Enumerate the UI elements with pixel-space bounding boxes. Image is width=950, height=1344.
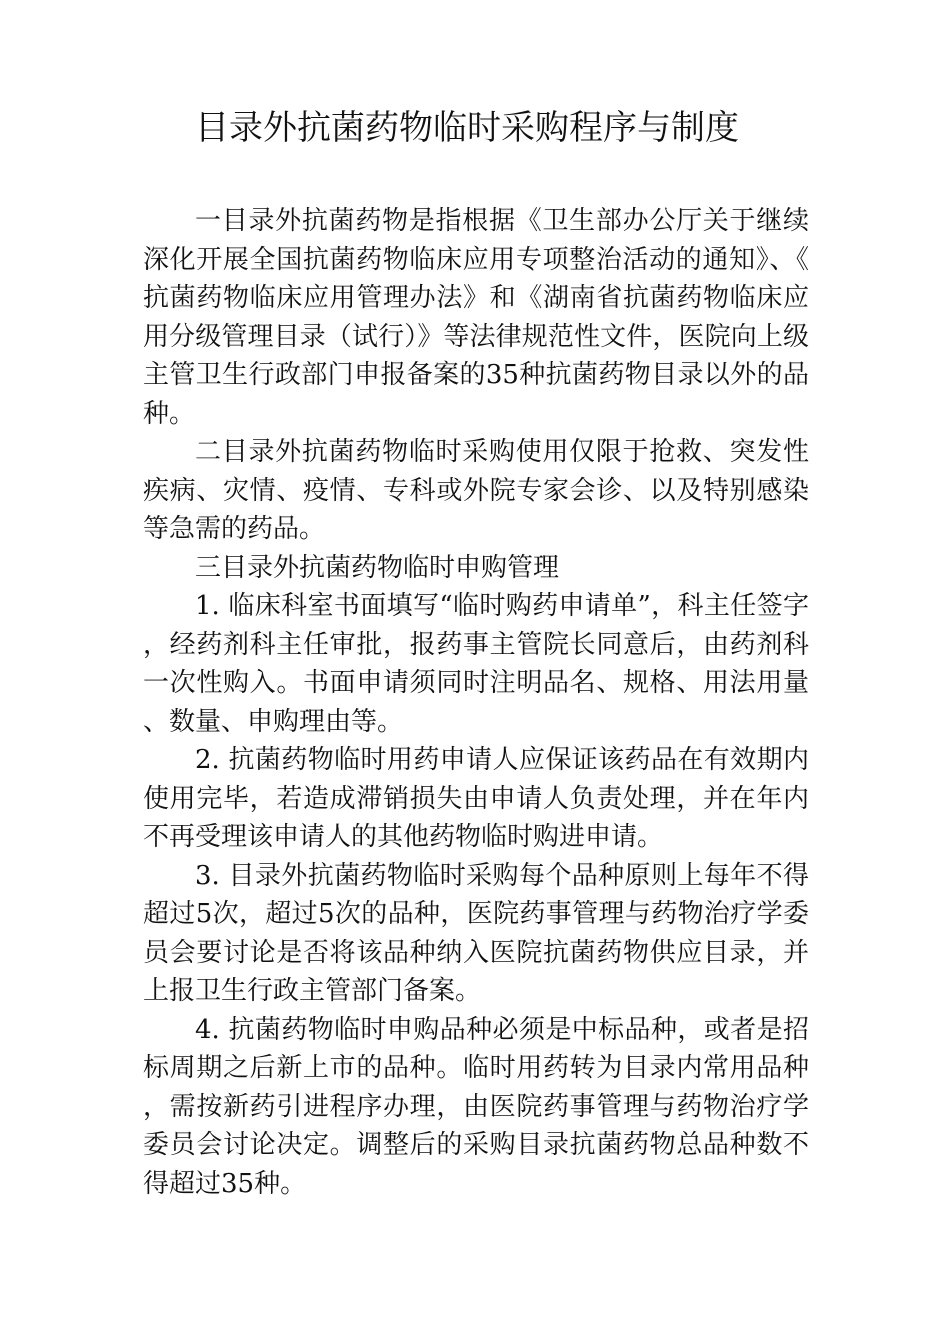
document-title: 目录外抗菌药物临时采购程序与制度: [195, 108, 739, 148]
document-body: [143, 202, 809, 1203]
paragraph-item-3: 3. 目录外抗菌药物临时采购每个品种原则上每年不得超过5次，超过5次的品种，医院药事管理与药物治疗学委员会要讨论是否将该品种纳入医院抗菌药物供应目录，并上报卫生行政主管部门备案。: [143, 860, 809, 1006]
paragraph-item-1: 1. 临床科室书面填写“临时购药申请单”，科主任签字，经药剂科主任审批，报药事主管院长同意后，由药剂科一次性购入。书面申请须同时注明品名、规格、用法用量、数量、申购理由等。: [143, 591, 809, 737]
paragraph-purchase-management-heading: 三目录外抗菌药物临时申购管理: [195, 552, 560, 583]
paragraph-item-4: 4. 抗菌药物临时申购品种必须是中标品种，或者是招标周期之后新上市的品种。临时用药转为目录内常用品种，需按新药引进程序办理，由医院药事管理与药物治疗学委员会讨论决定。调整后的采购目录抗菌药物总品种数不得超过35种。: [143, 1014, 809, 1199]
paragraph-item-2: 2. 抗菌药物临时用药申请人应保证该药品在有效期内使用完毕，若造成滞销损失由申请人负责处理，并在年内不再受理该申请人的其他药物临时购进申请。: [143, 745, 809, 852]
paragraph-definition: 一目录外抗菌药物是指根据《卫生部办公厅关于继续深化开展全国抗菌药物临床应用专项整治活动的通知》、《抗菌药物临床应用管理办法》和《湖南省抗菌药物临床应用分级管理目录（试行）》等法律规范性文件，医院向上级主管卫生行政部门申报备案的35种抗菌药物目录以外的品种。: [143, 206, 809, 429]
paragraph-usage-scope: 二目录外抗菌药物临时采购使用仅限于抢救、突发性疾病、灾情、疫情、专科或外院专家会诊、以及特别感染等急需的药品。: [143, 437, 809, 544]
